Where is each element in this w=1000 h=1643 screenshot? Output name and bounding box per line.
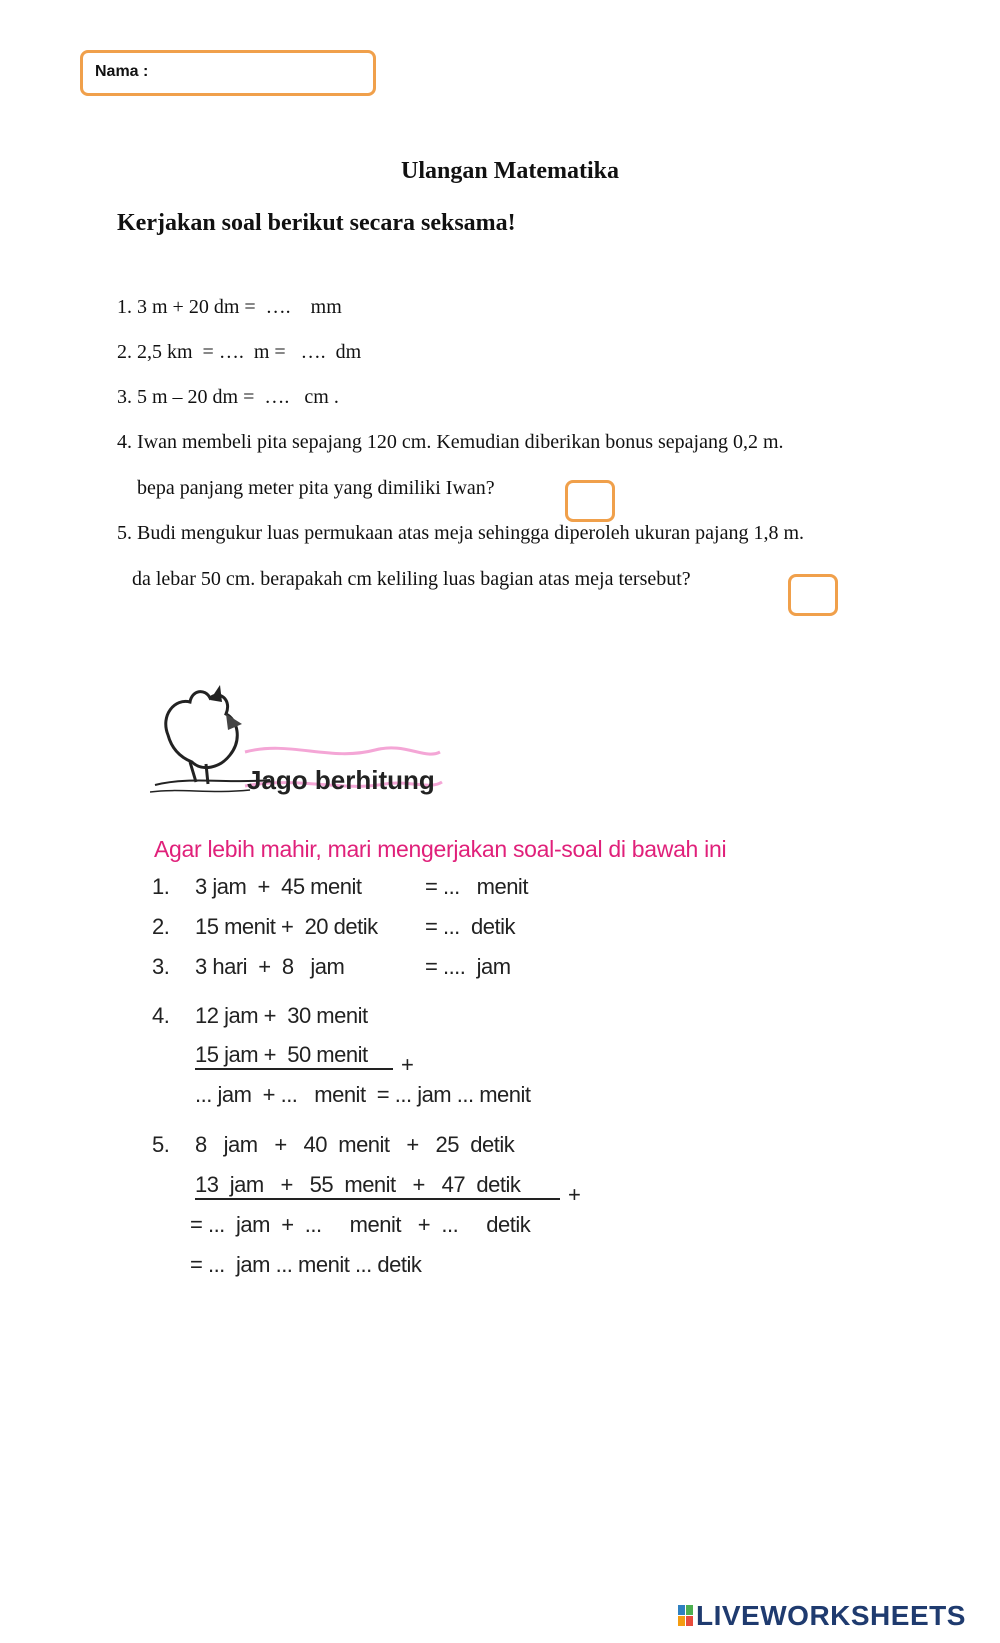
jago-q2-result: = ... detik [425,914,515,939]
question-1: 1. 3 m + 20 dm = …. mm [117,296,342,318]
liveworksheets-logo: LIVEWORKSHEETS [696,1600,966,1631]
jago-q1-expression: 3 jam + 45 menit [195,874,362,899]
jago-q5-line2: 13 jam + 55 menit + 47 detik [195,1172,560,1200]
page-title: Ulangan Matematika [401,158,619,184]
question-2: 2. 2,5 km = …. m = …. dm [117,341,362,363]
jago-subtitle: Agar lebih mahir, mari mengerjakan soal-soal di bawah ini [154,836,727,862]
jago-q1-number: 1. [152,874,170,899]
jago-q5-result1: = ... jam + ... menit + ... detik [190,1212,531,1237]
name-label: Nama : [95,63,149,80]
jago-q2-number: 2. [152,914,170,939]
jago-q4-result: ... jam + ... menit = ... jam ... menit [195,1082,531,1107]
question-4: 4. Iwan membeli pita sepajang 120 cm. Kemudian diberikan bonus sepajang 0,2 m. [117,431,784,453]
jago-q4-line1: 12 jam + 30 menit [195,1003,368,1028]
jago-q5-plus: + [568,1182,581,1207]
jago-q4-line2: 15 jam + 50 menit [195,1042,393,1070]
question-5-continued: da lebar 50 cm. berapakah cm keliling luas bagian atas meja tersebut? [117,568,691,590]
answer-box-4[interactable] [565,480,615,522]
jago-q3-expression: 3 hari + 8 jam [195,954,345,979]
question-4-continued: bepa panjang meter pita yang dimiliki Iwan? [117,477,495,499]
jago-q5-result2: = ... jam ... menit ... detik [190,1252,422,1277]
jago-title: Jago berhitung [247,765,435,795]
liveworksheets-logo-icon [678,1605,694,1627]
instruction: Kerjakan soal berikut secara seksama! [117,210,516,236]
answer-box-5[interactable] [788,574,838,616]
jago-q5-line1: 8 jam + 40 menit + 25 detik [195,1132,515,1157]
jago-q4-number: 4. [152,1003,170,1028]
question-3: 3. 5 m – 20 dm = …. cm . [117,386,339,408]
jago-q4-plus: + [401,1052,414,1077]
jago-q5-number: 5. [152,1132,170,1157]
jago-q1-result: = ... menit [425,874,528,899]
question-5: 5. Budi mengukur luas permukaan atas meja sehingga diperoleh ukuran pajang 1,8 m. [117,522,805,544]
jago-q3-result: = .... jam [425,954,511,979]
jago-q3-number: 3. [152,954,170,979]
jago-q2-expression: 15 menit + 20 detik [195,914,378,939]
